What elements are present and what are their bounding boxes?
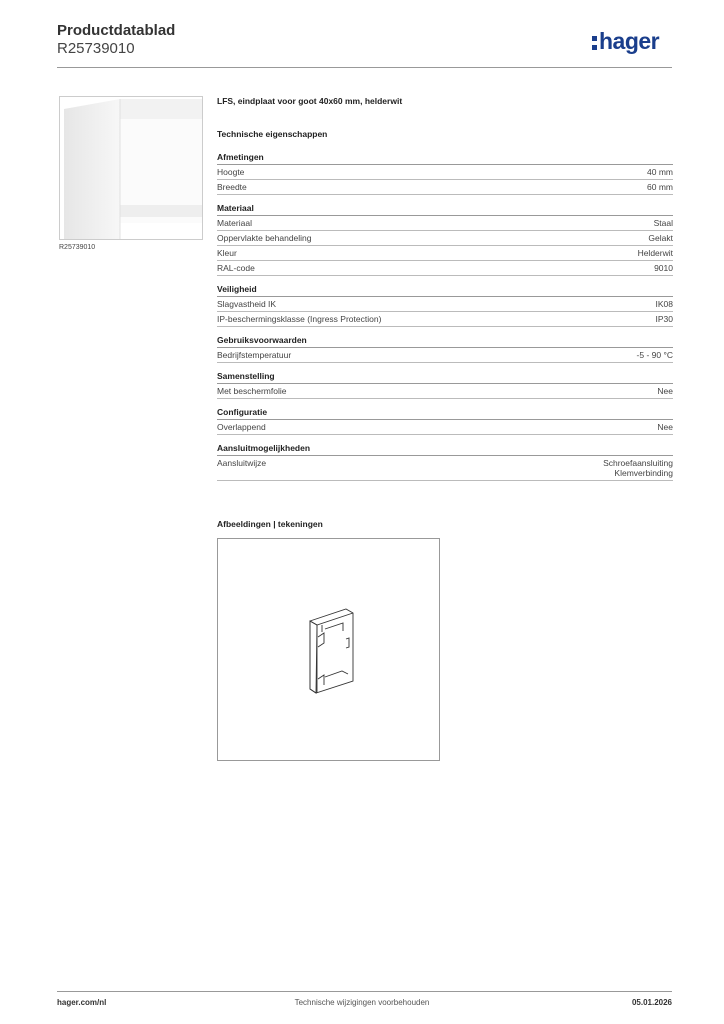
property-section: [217, 152, 673, 195]
footer-divider: [57, 991, 672, 992]
section-title: Materiaal: [217, 203, 673, 216]
property-row: [217, 384, 673, 399]
property-row: [217, 312, 673, 327]
property-label: Kleur: [217, 248, 237, 258]
property-row: [217, 231, 673, 246]
technical-properties-heading: Technische eigenschappen: [217, 129, 328, 139]
property-row: [217, 165, 673, 180]
property-row: [217, 180, 673, 195]
product-details: [217, 96, 673, 489]
property-value-line: 9010: [654, 263, 673, 273]
page-title: Productdatablad: [57, 22, 176, 39]
property-value: [656, 299, 674, 309]
property-value: [647, 167, 673, 177]
section-title: Veiligheid: [217, 284, 673, 297]
property-label: Hoogte: [217, 167, 245, 177]
property-section: [217, 443, 673, 481]
footer-url-link[interactable]: hager.com/nl: [57, 998, 107, 1007]
property-value: [657, 422, 673, 432]
property-value-line: 60 mm: [647, 182, 673, 192]
property-value: [656, 314, 674, 324]
property-value: [647, 182, 673, 192]
hager-logo[interactable]: [592, 28, 659, 55]
property-row: [217, 456, 673, 481]
logo-text: hager: [599, 28, 660, 54]
property-value-line: Staal: [653, 218, 673, 228]
product-image-caption: R25739010: [59, 244, 96, 251]
properties-list: [217, 152, 673, 481]
property-value: [637, 350, 673, 360]
header-divider: [57, 67, 672, 68]
images-heading: Afbeeldingen | tekeningen: [217, 519, 323, 529]
property-label: Oppervlakte behandeling: [217, 233, 312, 243]
section-title: Gebruiksvoorwaarden: [217, 335, 673, 348]
property-row: [217, 420, 673, 435]
property-label: IP-beschermingsklasse (Ingress Protection): [217, 314, 382, 324]
property-section: [217, 407, 673, 435]
property-value-line: Helderwit: [637, 248, 673, 258]
property-label: Overlappend: [217, 422, 266, 432]
property-value: [638, 248, 673, 258]
property-section: [217, 203, 673, 276]
end-cap-drawing-icon: [218, 539, 439, 760]
property-value: [654, 218, 673, 228]
logo-colon-icon: [592, 36, 597, 50]
property-label: Breedte: [217, 182, 247, 192]
property-label: RAL-code: [217, 263, 255, 273]
property-label: Slagvastheid IK: [217, 299, 277, 309]
product-code: R25739010: [57, 40, 135, 57]
property-label: Met beschermfolie: [217, 386, 287, 396]
property-value-line: Klemverbinding: [614, 468, 673, 478]
property-value-line: Nee: [657, 422, 673, 432]
property-section: [217, 371, 673, 399]
property-value-line: IK08: [655, 299, 673, 309]
property-row: [217, 261, 673, 276]
property-value-line: Schroefaansluiting: [603, 458, 673, 468]
property-label: Aansluitwijze: [217, 458, 267, 468]
product-description: LFS, eindplaat voor goot 40x60 mm, helderwit: [217, 96, 403, 106]
property-label: Materiaal: [217, 218, 252, 228]
property-value: [657, 386, 673, 396]
property-value-line: Gelakt: [648, 233, 673, 243]
property-value-line: -5 - 90 °C: [636, 350, 673, 360]
section-title: Aansluitmogelijkheden: [217, 443, 673, 456]
product-image: [59, 96, 203, 240]
property-value-line: Nee: [657, 386, 673, 396]
product-photo-icon: [60, 97, 202, 239]
footer-notice: Technische wijzigingen voorbehouden: [294, 998, 430, 1007]
property-row: [217, 246, 673, 261]
property-section: [217, 284, 673, 327]
property-value-line: IP30: [655, 314, 673, 324]
property-row: [217, 297, 673, 312]
section-title: Configuratie: [217, 407, 673, 420]
property-value: [654, 263, 673, 273]
property-label: Bedrijfstemperatuur: [217, 350, 292, 360]
footer-date: 05.01.2026: [631, 998, 672, 1007]
property-row: [217, 348, 673, 363]
property-value: [648, 233, 673, 243]
property-value: [603, 458, 673, 478]
property-row: [217, 216, 673, 231]
property-section: [217, 335, 673, 363]
section-title: Samenstelling: [217, 371, 673, 384]
section-title: Afmetingen: [217, 152, 673, 165]
property-value-line: 40 mm: [647, 167, 673, 177]
technical-drawing: [217, 538, 440, 761]
